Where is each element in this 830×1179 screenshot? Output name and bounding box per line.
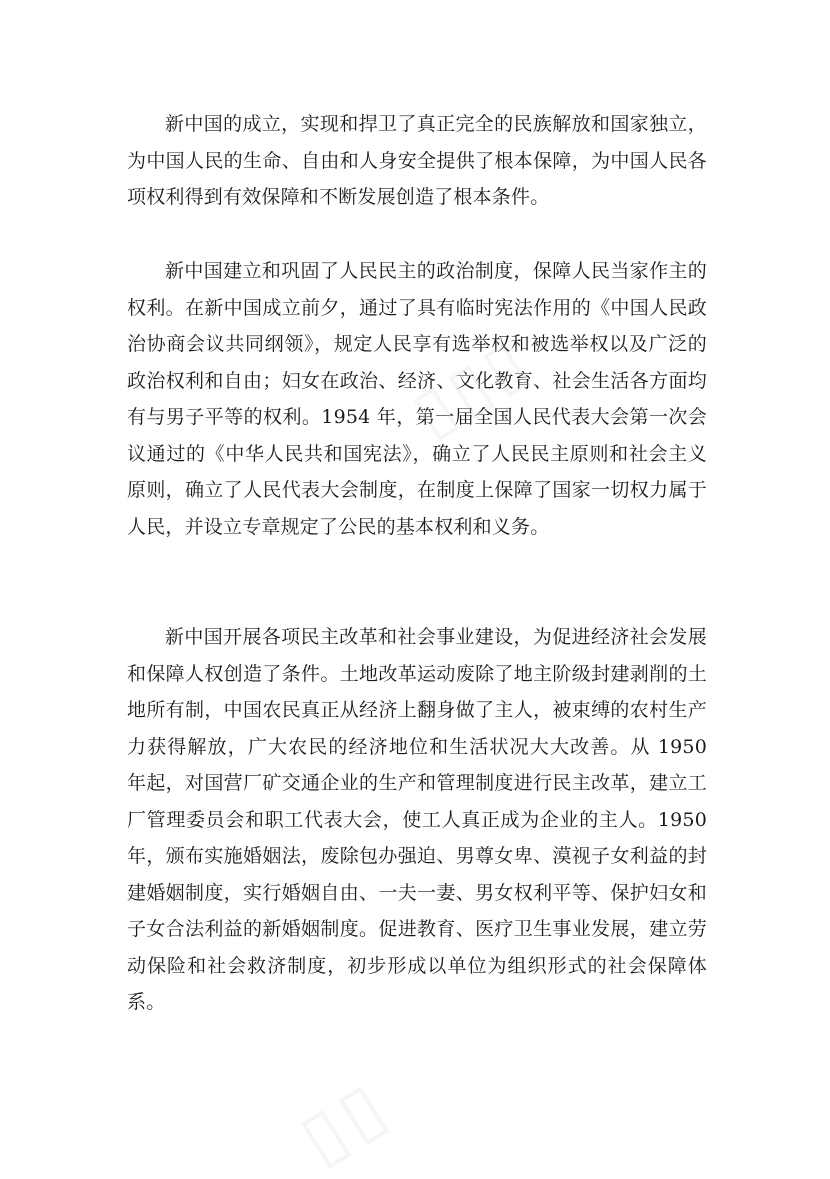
paragraph-democratic-reforms: 新中国开展各项民主改革和社会事业建设，为促进经济社会发展和保障人权创造了条件。土地改革运动废除了地主阶级封建剥削的土地所有制，中国农民真正从经济上翻身做了主人，被束缚的农村生产力获得解放，广大农民的经济地位和生活状况大大改善。从 1950 年起，对国营厂矿交通企业的生产和管理制度进行民主改革，建立工厂管理委员会和职工代表大会，使工人真正成为企业的主人。1950 年，颁布实施婚姻法，废除包办强迫、男尊女卑、漠视子女利益的封建婚姻制度，实行婚姻自由、一夫一妻、男女权利平等、保护妇女和子女合法利益的新婚姻制度。促进教育、医疗卫生事业发展，建立劳动保险和社会救济制度，初步形成以单位为组织形式的社会保障体系。: [127, 626, 707, 1013]
paragraph-political-system: 新中国建立和巩固了人民民主的政治制度，保障人民当家作主的权利。在新中国成立前夕，通过了具有临时宪法作用的《中国人民政治协商会议共同纲领》，规定人民享有选举权和被选举权以及广泛的政治权利和自由；妇女在政治、经济、文化教育、社会生活各方面均有与男子平等的权利。1954 年，第一届全国人民代表大会第一次会议通过的《中华人民共和国宪法》，确立了人民民主原则和社会主义原则，确立了人民代表大会制度，在制度上保障了国家一切权力属于人民，并设立专章规定了公民的基本权利和义务。: [127, 260, 707, 538]
watermark-decoration-bottom: ▯▯: [285, 1062, 405, 1179]
watermark-decoration: ▯▯▯: [399, 322, 544, 452]
paragraph-founding-of-new-china: 新中国的成立，实现和捍卫了真正完全的民族解放和国家独立，为中国人民的生命、自由和人身安全提供了根本保障，为中国人民各项权利得到有效保障和不断发展创造了根本条件。: [127, 113, 707, 208]
